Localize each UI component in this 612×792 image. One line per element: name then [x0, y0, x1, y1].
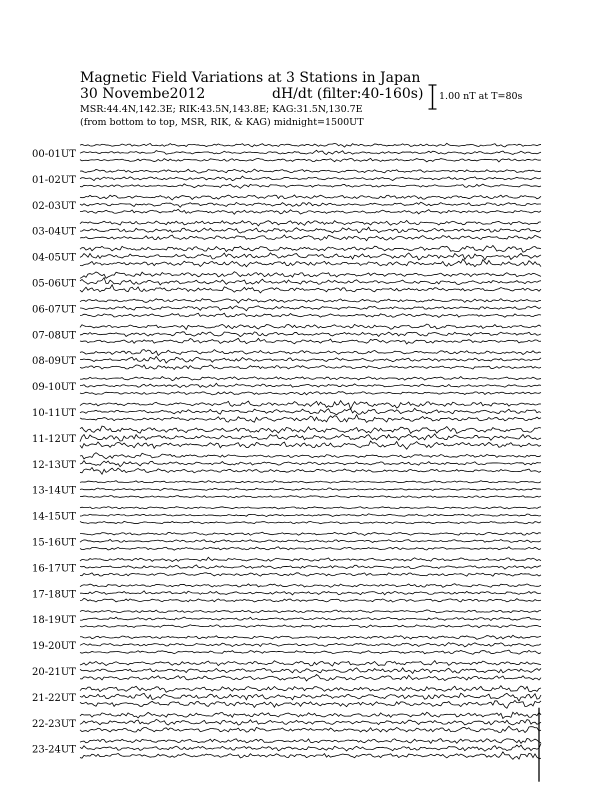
- trace-09-10UT-RIK: [80, 383, 541, 387]
- trace-08-09UT-RIK: [80, 356, 541, 363]
- trace-16-17UT-MSR: [80, 573, 541, 576]
- trace-09-10UT-KAG: [80, 377, 541, 381]
- chart-date: 30 Novembe2012: [80, 86, 206, 102]
- trace-18-19UT-KAG: [80, 610, 541, 613]
- hour-label: 07-08UT: [32, 330, 76, 342]
- trace-12-13UT-KAG: [80, 453, 541, 459]
- hour-label: 20-21UT: [32, 667, 76, 678]
- trace-05-06UT-RIK: [80, 278, 541, 285]
- trace-10-11UT-MSR: [80, 415, 541, 423]
- trace-23-24UT-RIK: [80, 743, 541, 751]
- hour-label: 03-04UT: [32, 226, 76, 238]
- hour-label: 06-07UT: [32, 304, 76, 316]
- trace-17-18UT-MSR: [80, 598, 541, 602]
- hour-label: 17-18UT: [32, 589, 76, 601]
- trace-02-03UT-MSR: [80, 209, 541, 214]
- trace-08-09UT-MSR: [80, 365, 541, 370]
- trace-11-12UT-MSR: [80, 441, 541, 449]
- trace-03-04UT-MSR: [80, 235, 541, 241]
- trace-18-19UT-MSR: [80, 625, 541, 628]
- trace-01-02UT-MSR: [80, 184, 541, 188]
- hour-label: 18-19UT: [32, 615, 76, 627]
- trace-16-17UT-KAG: [80, 557, 541, 561]
- trace-06-07UT-RIK: [80, 306, 541, 311]
- trace-20-21UT-MSR: [80, 675, 541, 681]
- hour-label: 00-01UT: [32, 149, 76, 160]
- trace-18-19UT-RIK: [80, 617, 541, 620]
- trace-20-21UT-KAG: [80, 661, 541, 666]
- station-coordinates: MSR:44.4N,142.3E; RIK:43.5N,143.8E; KAG:31.5N,130.7E: [80, 104, 363, 115]
- trace-00-01UT-RIK: [80, 150, 541, 154]
- trace-07-08UT-RIK: [80, 332, 541, 337]
- hour-labels: [32, 149, 76, 756]
- trace-00-01UT-MSR: [80, 158, 541, 162]
- trace-02-03UT-KAG: [80, 195, 541, 200]
- trace-23-24UT-MSR: [80, 752, 541, 759]
- trace-14-15UT-RIK: [80, 514, 541, 517]
- chart-quantity: dH/dt (filter:40-160s): [272, 86, 424, 102]
- hour-label: 16-17UT: [32, 563, 76, 575]
- station-traces: [80, 143, 541, 759]
- hour-label: 15-16UT: [32, 537, 76, 549]
- trace-order-note: (from bottom to top, MSR, RIK, & KAG) midnight=1500UT: [80, 117, 364, 128]
- trace-04-05UT-KAG: [80, 245, 541, 252]
- hour-label: 19-20UT: [32, 641, 76, 653]
- trace-19-20UT-RIK: [80, 643, 541, 647]
- hour-label: 12-13UT: [32, 459, 76, 471]
- trace-14-15UT-KAG: [80, 507, 541, 509]
- trace-23-24UT-KAG: [80, 739, 541, 744]
- hour-label: 08-09UT: [32, 356, 76, 368]
- trace-21-22UT-MSR: [80, 700, 541, 708]
- trace-13-14UT-RIK: [80, 488, 541, 490]
- scale-label: 1.00 nT at T=80s: [439, 91, 523, 102]
- trace-04-05UT-MSR: [80, 259, 541, 267]
- hour-label: 14-15UT: [32, 511, 76, 523]
- trace-19-20UT-KAG: [80, 635, 541, 639]
- trace-07-08UT-MSR: [80, 338, 541, 344]
- trace-14-15UT-MSR: [80, 521, 541, 523]
- trace-12-13UT-RIK: [80, 461, 541, 467]
- trace-09-10UT-MSR: [80, 392, 541, 395]
- trace-08-09UT-KAG: [80, 350, 541, 356]
- trace-16-17UT-RIK: [80, 565, 541, 569]
- hour-label: 09-10UT: [32, 382, 76, 394]
- trace-13-14UT-KAG: [80, 481, 541, 484]
- hour-label: 04-05UT: [32, 252, 76, 264]
- trace-11-12UT-RIK: [80, 434, 541, 442]
- chart-title: Magnetic Field Variations at 3 Stations in Japan: [80, 70, 421, 86]
- hour-label: 23-24UT: [32, 744, 76, 756]
- trace-22-23UT-MSR: [80, 726, 541, 732]
- hour-label: 01-02UT: [32, 174, 76, 186]
- hour-label: 11-12UT: [32, 433, 76, 445]
- hour-label: 21-22UT: [32, 692, 76, 704]
- trace-01-02UT-RIK: [80, 176, 541, 181]
- hour-label: 10-11UT: [32, 408, 76, 419]
- trace-11-12UT-KAG: [80, 426, 541, 433]
- trace-05-06UT-MSR: [80, 285, 541, 293]
- hour-label: 02-03UT: [32, 200, 76, 212]
- trace-10-11UT-RIK: [80, 408, 541, 415]
- trace-15-16UT-MSR: [80, 547, 541, 550]
- scale-bar-icon: [428, 84, 437, 110]
- trace-06-07UT-MSR: [80, 313, 541, 317]
- trace-02-03UT-RIK: [80, 202, 541, 207]
- scale-indicator: [428, 84, 558, 112]
- trace-10-11UT-KAG: [80, 401, 541, 409]
- trace-03-04UT-KAG: [80, 220, 541, 225]
- trace-06-07UT-KAG: [80, 299, 541, 303]
- trace-12-13UT-MSR: [80, 468, 541, 475]
- trace-19-20UT-MSR: [80, 650, 541, 654]
- trace-15-16UT-KAG: [80, 532, 541, 535]
- trace-21-22UT-RIK: [80, 693, 541, 701]
- hour-label: 22-23UT: [32, 718, 76, 730]
- trace-22-23UT-KAG: [80, 712, 541, 718]
- trace-03-04UT-RIK: [80, 227, 541, 233]
- trace-05-06UT-KAG: [80, 272, 541, 279]
- trace-17-18UT-KAG: [80, 584, 541, 588]
- trace-15-16UT-RIK: [80, 539, 541, 542]
- trace-22-23UT-RIK: [80, 719, 541, 725]
- trace-20-21UT-RIK: [80, 668, 541, 674]
- hour-label: 13-14UT: [32, 485, 76, 497]
- trace-21-22UT-KAG: [80, 686, 541, 693]
- trace-00-01UT-KAG: [80, 143, 541, 147]
- trace-01-02UT-KAG: [80, 169, 541, 173]
- trace-17-18UT-RIK: [80, 591, 541, 595]
- trace-07-08UT-KAG: [80, 324, 541, 329]
- hour-label: 05-06UT: [32, 278, 76, 290]
- trace-13-14UT-MSR: [80, 496, 541, 498]
- trace-04-05UT-RIK: [80, 253, 541, 260]
